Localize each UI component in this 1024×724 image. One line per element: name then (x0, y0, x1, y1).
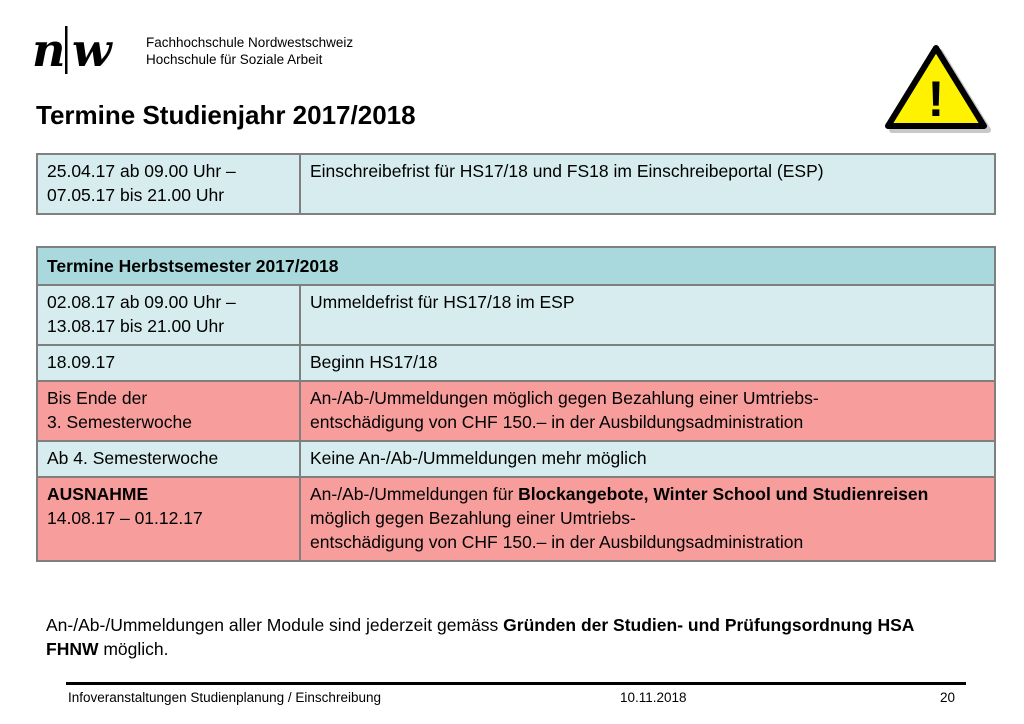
date-line: 13.08.17 bis 21.00 Uhr (47, 316, 225, 336)
date-line: 07.05.17 bis 21.00 Uhr (47, 185, 225, 205)
table-row (37, 477, 995, 561)
institution-line-1: Fachhochschule Nordwestschweiz (146, 35, 354, 50)
page-number: 20 (940, 690, 956, 705)
table-row (37, 345, 995, 381)
date-cell (37, 154, 300, 214)
institution-line-2: Hochschule für Soziale Arbeit (146, 52, 323, 67)
description-text: An-/Ab-/Ummeldungen für (310, 484, 519, 504)
date-cell: Ab 4. Semesterwoche (37, 441, 300, 477)
table-header-row (37, 247, 995, 285)
description-cell: Keine An-/Ab-/Ummeldungen mehr möglich (300, 441, 995, 477)
date-line: 3. Semesterwoche (47, 412, 192, 432)
footer-title: Infoveranstaltungen Studienplanung / Einschreibung (68, 690, 381, 705)
description-cell (300, 381, 995, 441)
autumn-semester-table (36, 246, 996, 562)
date-cell (37, 477, 300, 561)
institution-name (146, 34, 406, 68)
general-note (46, 613, 946, 661)
description-line: An-/Ab-/Ummeldungen möglich gegen Bezahlung einer Umtriebs- (310, 388, 819, 408)
footer-divider (66, 682, 966, 685)
description-cell: Beginn HS17/18 (300, 345, 995, 381)
svg-text:w: w (72, 23, 111, 76)
warning-triangle-icon (882, 44, 994, 136)
date-line: 14.08.17 – 01.12.17 (47, 508, 203, 528)
note-text: An-/Ab-/Ummeldungen aller Module sind jederzeit gemäss (46, 615, 504, 635)
exception-label: AUSNAHME (47, 484, 149, 504)
note-emphasis: Gründen der Studien- und Prüfungsordnung HSA FHNW (46, 615, 914, 659)
table-row (37, 381, 995, 441)
description-emphasis: Blockangebote, Winter School und Studienreisen (518, 484, 929, 504)
table-row (37, 154, 995, 214)
date-line: 25.04.17 ab 09.00 Uhr – (47, 161, 236, 181)
date-cell: 18.09.17 (37, 345, 300, 381)
logo-glyph-icon (32, 22, 132, 76)
description-line: entschädigung von CHF 150.– in der Ausbildungsadministration (310, 532, 804, 552)
footer-date: 10.11.2018 (620, 690, 687, 705)
description-line: entschädigung von CHF 150.– in der Ausbildungsadministration (310, 412, 804, 432)
table-row (37, 441, 995, 477)
description-cell: Einschreibefrist für HS17/18 und FS18 im Einschreibeportal (ESP) (300, 154, 995, 214)
enrolment-table (36, 153, 996, 215)
logo-mark (32, 22, 132, 89)
date-cell (37, 285, 300, 345)
page-title: Termine Studienjahr 2017/2018 (36, 100, 416, 130)
description-text: möglich gegen Bezahlung einer Umtriebs- (310, 508, 636, 528)
date-line: Bis Ende der (47, 388, 148, 408)
description-cell: Ummeldefrist für HS17/18 im ESP (300, 285, 995, 345)
svg-text:n: n (32, 23, 65, 76)
description-cell (300, 477, 995, 561)
note-text: möglich. (98, 639, 169, 659)
date-cell (37, 381, 300, 441)
table-header: Termine Herbstsemester 2017/2018 (37, 247, 995, 285)
date-line: 02.08.17 ab 09.00 Uhr – (47, 292, 236, 312)
table-row (37, 285, 995, 345)
warning-exclamation: ! (927, 71, 945, 127)
